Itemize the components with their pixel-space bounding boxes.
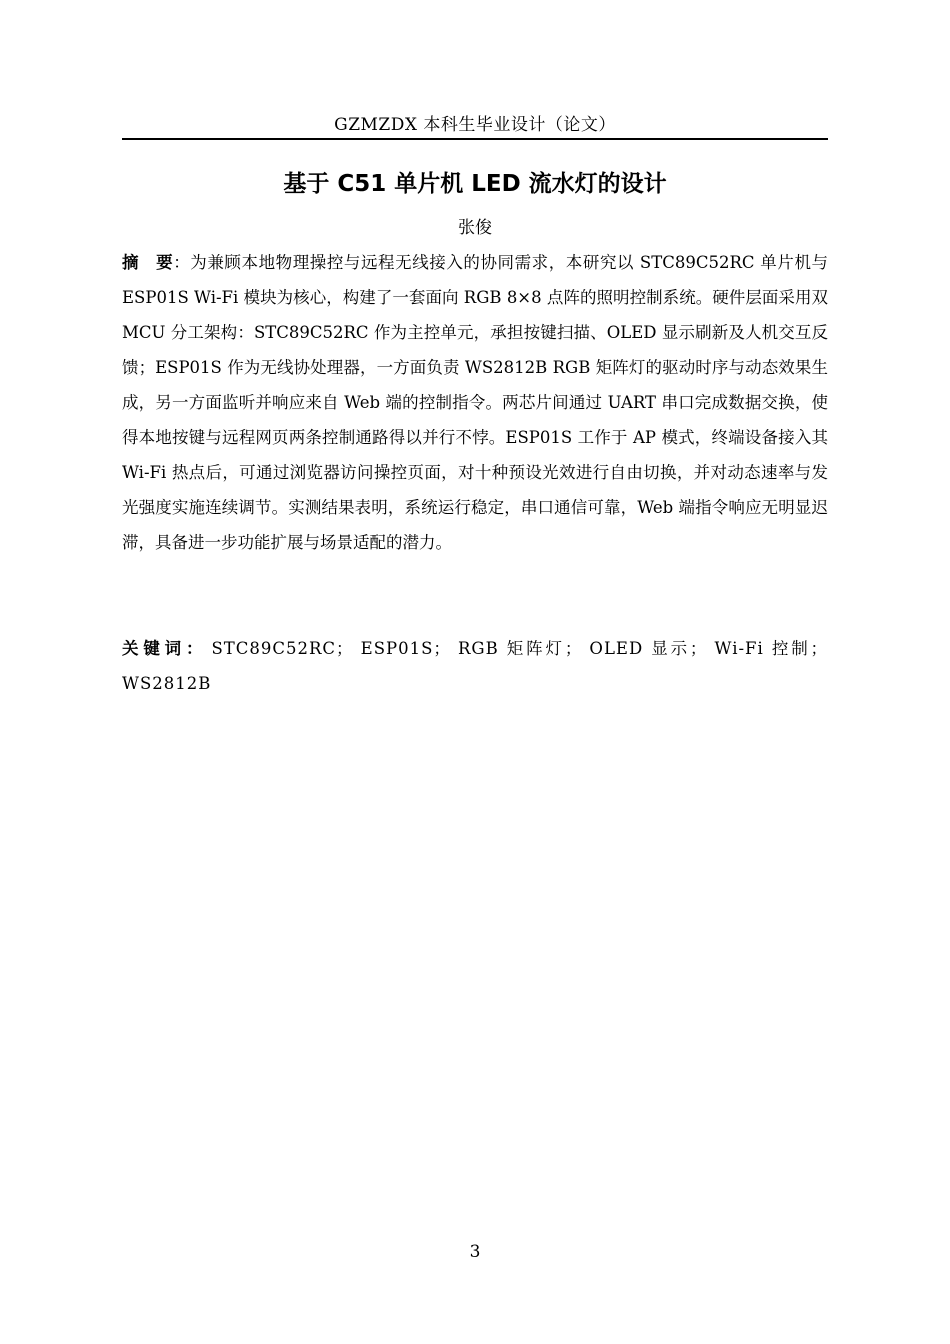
paper-title: 基于 C51 单片机 LED 流水灯的设计: [283, 171, 667, 197]
keywords-label: 关键词: [122, 639, 187, 658]
running-header: GZMZDX 本科生毕业设计（论文）: [334, 115, 616, 135]
keywords-colon: ：: [186, 639, 205, 658]
keyword-item: WS2812B: [122, 674, 212, 693]
abstract-text: 为兼顾本地物理操控与远程无线接入的协同需求，本研究以 STC89C52RC 单片机与 ESP01S Wi-Fi 模块为核心，构建了一套面向 RGB 8×8 点阵的照明控制系统。硬件层面采用双 MCU 分工架构：STC89C52RC 作为主控单元，承担按键扫描、OLED 显示刷新及人机交互反馈；ESP01S 作为无线协处理器，一方面负责 WS2812B RGB 矩阵灯的驱动时序与动态效果生成，另一方面监听并响应来自 Web 端的控制指令。两芯片间通过 UART 串口完成数据交换，使得本地按键与远程网页两条控制通路得以并行不悖。ESP01S 工作于 AP 模式，终端设备接入其 Wi-Fi 热点后，可通过浏览器访问操控页面，对十种预设光效进行自由切换，并对动态速率与发光强度实施连续调节。实测结果表明，系统运行稳定，串口通信可靠，Web 端指令响应无明显迟滞，具备进一步功能扩展与场景适配的潜力。: [122, 253, 829, 552]
keywords-paragraph: [122, 631, 828, 701]
keyword-item: Wi-Fi 控制；: [714, 639, 829, 658]
abstract-paragraph: [122, 245, 828, 560]
author-name: 张俊: [458, 218, 492, 238]
keyword-item: RGB 矩阵灯；: [458, 639, 583, 658]
keyword-item: OLED 显示；: [589, 639, 708, 658]
header-rule: [122, 138, 828, 140]
abstract-colon: ：: [173, 253, 191, 272]
keyword-item: STC89C52RC；: [211, 639, 354, 658]
keyword-item: ESP01S；: [360, 639, 451, 658]
abstract-label: 摘 要: [122, 253, 174, 272]
page-number: 3: [469, 1242, 481, 1262]
